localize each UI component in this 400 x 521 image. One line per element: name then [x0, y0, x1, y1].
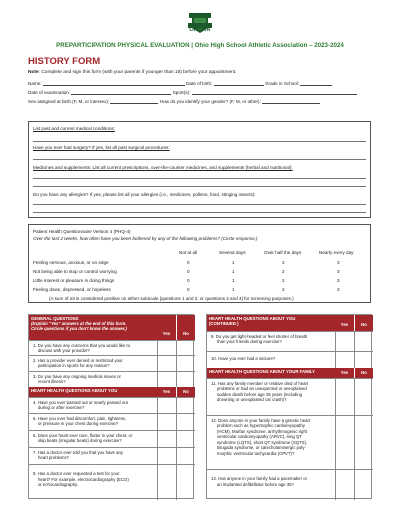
q11-no[interactable] [354, 379, 373, 415]
medicines-line-1[interactable] [33, 178, 366, 179]
surgery-question: Have you ever had surgery? If yes, list all past surgical procedures: [33, 145, 170, 150]
exam-date-label: Date of examination: [28, 90, 71, 95]
q13-yes[interactable] [335, 470, 354, 500]
q2-yes[interactable] [157, 356, 176, 371]
phq-r4-v2[interactable]: 2 [282, 287, 285, 292]
general-header-sub1: (Explain "Yes" answers at the end of this form. [31, 321, 127, 326]
question-row-10 [207, 351, 373, 368]
phq-title: Patient Health Questionnaire Version 4 (PHQ-4) [33, 229, 131, 234]
grade-field[interactable] [300, 81, 332, 86]
q9-no[interactable] [354, 332, 373, 351]
heart-yes-header: Yes [157, 387, 176, 397]
q11-text: 11. Has any family member or relative died of heart problems or had an unexpected or unexplained sudden death before age 35 years (including drowning or unexplained car crash)? [211, 380, 309, 403]
q8-no[interactable] [176, 465, 195, 500]
continued-yes-header: Yes [335, 315, 354, 331]
medicines-question: Medicines and supplements: List all current prescriptions, over-the-counter medicines, and supplements (herbal and nutritional): [33, 165, 293, 170]
phq-r2-v2[interactable]: 2 [282, 269, 285, 274]
q6-text: 6. Does your heart ever race, flutter in your chest, or skip beats (irregular beats) during exercise? [33, 432, 133, 444]
fields-row-1 [28, 81, 332, 86]
family-no-header: No [354, 368, 373, 378]
q10-yes[interactable] [335, 352, 354, 368]
q12-no[interactable] [354, 416, 373, 469]
phq4-box [28, 224, 371, 303]
q3-yes[interactable] [157, 372, 176, 387]
general-questions-header [29, 315, 157, 340]
q13-no[interactable] [354, 470, 373, 500]
conditions-question: List past and current medical conditions: [33, 126, 115, 131]
q9-text: 9. Do you get light-headed or feel shorter of breath than your friends during exercise? [211, 333, 308, 345]
allergies-line-2[interactable] [33, 212, 366, 213]
phq-footnote: (A sum of ≥3 is considered positive on either subscale [questions 1 and 2, or questions 3 and 4] for screening purposes.) [49, 296, 294, 301]
allergies-question: Do you have any allergies? If yes, please list all your allergies (i.e., medicines, pollens, food, stinging insects): [33, 192, 256, 197]
question-row-2 [29, 355, 195, 371]
heart-no-header: No [176, 387, 195, 397]
medicines-line-2[interactable] [33, 186, 366, 187]
phq-r1-v2[interactable]: 2 [282, 260, 285, 265]
q2-text: 2. Has a provider ever denied or restricted your participation in sports for any reason? [33, 357, 123, 369]
page-title: PREPARTICIPATION PHYSICAL EVALUATION | Ohio High School Athletic Association – 2023-2024 [56, 42, 344, 49]
general-yes-header: Yes [157, 315, 176, 340]
phq-r2-v0[interactable]: 0 [187, 269, 190, 274]
name-field[interactable] [43, 81, 185, 86]
q7-no[interactable] [176, 448, 195, 464]
fields-row-3 [28, 99, 320, 104]
q5-no[interactable] [176, 414, 195, 430]
question-row-7 [29, 447, 195, 464]
right-questions-table [206, 314, 372, 499]
gender-label: How do you identify your gender? (F, M, or other): [159, 99, 261, 104]
heart-you-header: HEART HEALTH QUESTIONS ABOUT YOU [29, 387, 157, 397]
dob-label: Date of birth: [186, 81, 213, 86]
sports-label: Sport(s): [172, 90, 191, 95]
fields-row-2 [28, 90, 357, 95]
exam-date-field[interactable] [71, 90, 171, 95]
general-no-header: No [176, 315, 195, 340]
heart-continued-sub: (CONTINUED ) [209, 321, 239, 326]
q10-text: 10. Have you ever had a seizure? [211, 356, 276, 361]
question-row-11 [207, 378, 373, 415]
sports-field[interactable] [192, 90, 357, 95]
phq-col-several-days: Several days [219, 250, 246, 255]
q10-no[interactable] [354, 352, 373, 368]
note [28, 70, 237, 75]
family-header: HEART HEALTH QUESTIONS ABOUT YOUR FAMILY [207, 368, 335, 378]
phq-r3-v1[interactable]: 1 [232, 278, 235, 283]
general-header-title: GENERAL QUESTIONS [31, 316, 79, 321]
question-row-4 [29, 397, 195, 413]
dob-field[interactable] [214, 81, 264, 86]
phq-r3-v0[interactable]: 0 [187, 278, 190, 283]
phq-r3-v2[interactable]: 2 [282, 278, 285, 283]
q8-text: 8. Has a doctor ever requested a test for your heart? For example, electrocardiography (ECG) or echocardiography. [33, 471, 129, 488]
question-row-8 [29, 464, 195, 500]
phq-r4-v1[interactable]: 1 [232, 287, 235, 292]
phq-col-nearly-every-day: Nearly every day [319, 250, 354, 255]
q9-yes[interactable] [335, 332, 354, 351]
phq-r4-v3[interactable]: 3 [337, 287, 340, 292]
surgery-line[interactable] [33, 159, 366, 160]
phq-row-1-label: Feeling nervous, anxious, or on edge [33, 260, 109, 265]
phq-r2-v1[interactable]: 1 [232, 269, 235, 274]
heart-continued-title: HEART HEALTH QUESTIONS ABOUT YOU [209, 316, 296, 321]
phq-r1-v0[interactable]: 0 [187, 260, 190, 265]
question-row-5 [29, 413, 195, 430]
q1-yes[interactable] [157, 341, 176, 355]
phq-col-over-half: Over half the days [264, 250, 302, 255]
q1-no[interactable] [176, 341, 195, 355]
question-row-1 [29, 340, 195, 355]
note-text: : Complete and sign this form (with your parents if younger than 18) before your appointment. [38, 70, 237, 75]
q6-no[interactable] [176, 431, 195, 447]
q7-text: 7. Has a doctor ever told you that you have any heart problems? [33, 449, 124, 461]
phq-row-2-label: Not being able to stop or control worrying [33, 269, 117, 274]
q13-text: 13. Has anyone in your family had a pacemaker or an implanted defibrillator before age 35? [211, 476, 308, 487]
q6-yes[interactable] [157, 431, 176, 447]
q7-yes[interactable] [157, 448, 176, 464]
question-row-6 [29, 430, 195, 447]
q4-yes[interactable] [157, 398, 176, 413]
q3-text: 3. Do you have any ongoing medical issues or recent illness? [33, 373, 121, 385]
phq-subtitle: Over the last 2 weeks, how often have you been bothered by any of the following problems? (Circle response.) [33, 236, 258, 241]
allergies-line-1[interactable] [33, 204, 366, 205]
sex-field[interactable] [110, 99, 158, 104]
general-header-sub2: Circle questions if you don't know the answer.) [31, 326, 127, 331]
question-row-12 [207, 415, 373, 469]
q5-text: 5. Have you ever had discomfort, pain, tightness, or pressure in your chest during exercise? [33, 415, 127, 427]
q4-text: 4. Have you ever passed out or nearly passed out during or after exercise? [33, 399, 128, 411]
grade-label: Grade in School: [264, 81, 300, 86]
phq-r1-v3[interactable]: 3 [337, 260, 340, 265]
question-row-3 [29, 371, 195, 387]
heart-continued-header [207, 315, 335, 331]
form-title: HISTORY FORM [28, 56, 101, 67]
gender-field[interactable] [262, 99, 320, 104]
family-yes-header: Yes [335, 368, 354, 378]
q12-yes[interactable] [335, 416, 354, 469]
q1-text: 1. Do you have any concerns that you would like to discuss with your provider? [33, 342, 130, 354]
question-row-13 [207, 469, 373, 500]
phq-r2-v3[interactable]: 3 [337, 269, 340, 274]
medical-history-box [28, 121, 371, 218]
q5-yes[interactable] [157, 414, 176, 430]
phq-col-not-at-all: Not at all [179, 250, 198, 255]
q11-yes[interactable] [335, 379, 354, 415]
phq-row-4-label: Feeling down, depressed, or hopeless [33, 287, 111, 292]
conditions-line[interactable] [33, 141, 366, 142]
phq-r4-v0[interactable]: 0 [187, 287, 190, 292]
sex-label: Sex assigned at birth (F, M, or intersex): [28, 99, 110, 104]
note-label: Note [28, 70, 39, 75]
continued-no-header: No [354, 315, 373, 331]
q3-no[interactable] [176, 372, 195, 387]
q4-no[interactable] [176, 398, 195, 413]
q12-text: 12. Does anyone in your family have a genetic heart problem such as hypertrophic cardiomyopathy (HCM), Marfan syndrome, arrhythmogenic right ventricular cardiomyopathy (ARVC), long QT syndrome (LQTS), short QT syndrome (SQTS), Brugada syndrome, or catecholaminergic poly- morphic ventricular tachycardia (CPVT)? [211, 417, 311, 457]
logo-text: OHSAA [189, 27, 211, 33]
q2-no[interactable] [176, 356, 195, 371]
left-questions-table [28, 314, 194, 499]
q8-yes[interactable] [157, 465, 176, 500]
phq-row-3-label: Little interest or pleasure in doing things [33, 278, 115, 283]
name-label: Name: [28, 81, 42, 86]
question-row-9 [207, 331, 373, 351]
phq-r3-v3[interactable]: 3 [337, 278, 340, 283]
phq-r1-v1[interactable]: 1 [232, 260, 235, 265]
